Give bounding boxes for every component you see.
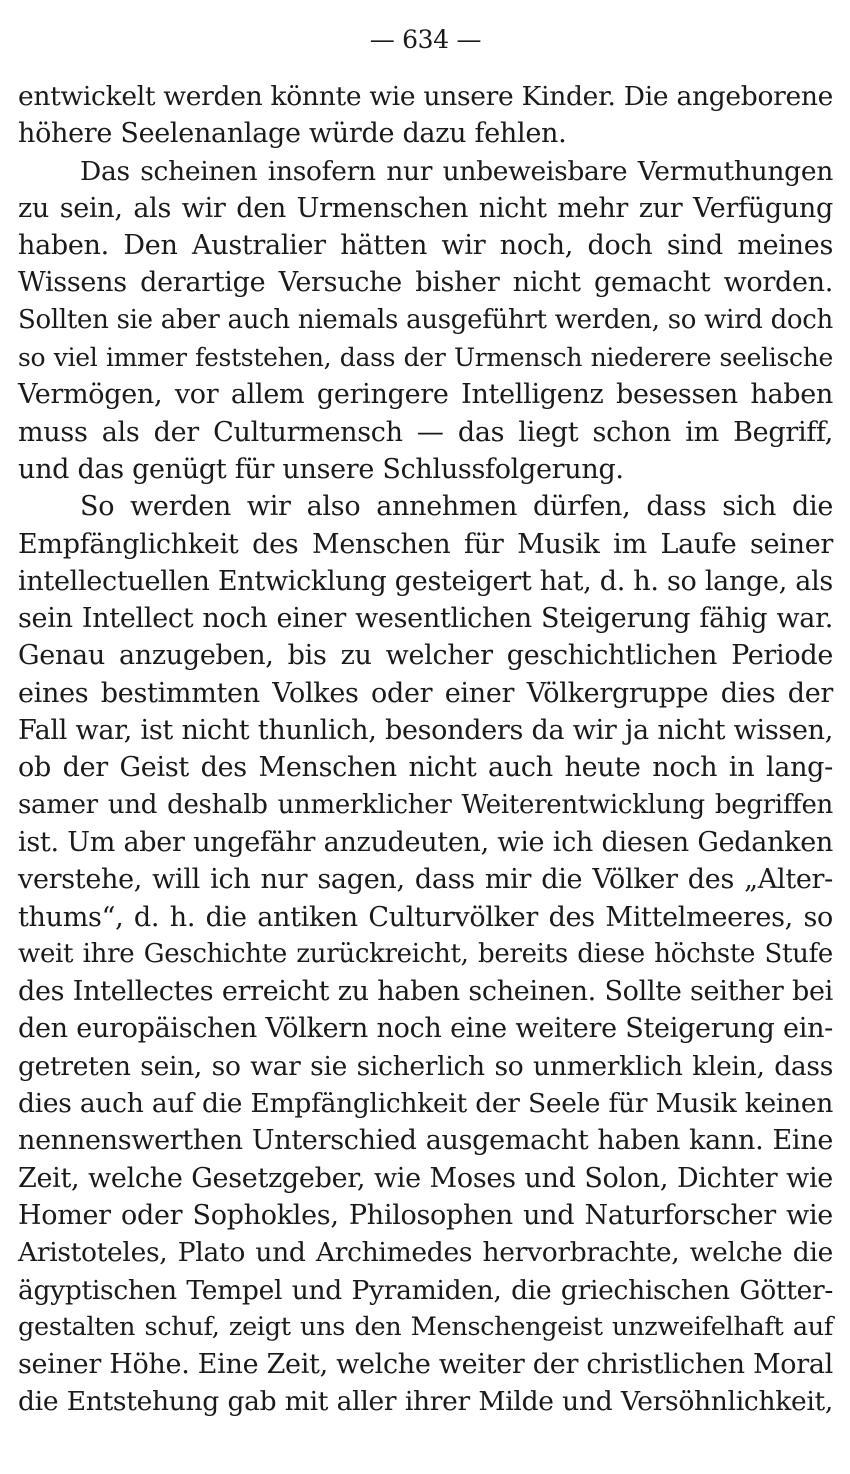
text-line: die Entstehung gab mit aller ihrer Milde und Versöhnlichkeit,: [18, 1386, 833, 1418]
book-page: [18, 22, 833, 1421]
text-line: samer und deshalb unmerklicher Weiterentwicklung begriffen: [18, 789, 833, 820]
text-line: muss als der Culturmensch — das liegt schon im Begriff,: [18, 416, 833, 448]
text-line: Vermögen, vor allem geringere Intelligenz besessen haben: [18, 379, 833, 411]
text-line: haben. Den Australier hätten wir noch, doch sind meines: [18, 230, 833, 262]
text-line: Wissens derartige Versuche bisher nicht gemacht worden.: [18, 267, 833, 299]
text-line: ägyptischen Tempel und Pyramiden, die griechischen Götter-: [18, 1274, 833, 1306]
text-line: nennenswerthen Unterschied ausgemacht haben kann. Eine: [18, 1125, 833, 1157]
text-line: und das genügt für unsere Schlussfolgerung.: [18, 453, 624, 485]
text-line: Homer oder Sophokles, Philosophen und Naturforscher wie: [18, 1199, 833, 1231]
text-line: gestalten schuf, zeigt uns den Menschengeist unzweifelhaft auf: [18, 1311, 833, 1342]
text-line: Fall war, ist nicht thunlich, besonders da wir ja nicht wissen,: [18, 715, 833, 747]
text-line: so viel immer feststehen, dass der Urmensch niederere seelische: [18, 343, 833, 373]
text-line: sein Intellect noch einer wesentlichen Steigerung fähig war.: [18, 603, 833, 635]
body-text: [18, 78, 833, 1421]
text-line: Das scheinen insofern nur unbeweisbare Vermuthungen: [80, 155, 833, 187]
text-line: Genau anzugeben, bis zu welcher geschichtlichen Periode: [18, 640, 833, 672]
text-line: entwickelt werden könnte wie unsere Kinder. Die angeborene: [18, 81, 833, 112]
text-line: Aristoteles, Plato und Archimedes hervorbrachte, welche die: [18, 1237, 833, 1269]
text-line: Empfänglichkeit des Menschen für Musik im Laufe seiner: [18, 528, 833, 560]
text-line: So werden wir also annehmen dürfen, dass sich die: [80, 491, 833, 523]
text-line: seiner Höhe. Eine Zeit, welche weiter der christlichen Moral: [18, 1349, 833, 1381]
page-number: — 634 —: [369, 25, 482, 54]
text-line: eines bestimmten Volkes oder einer Völkergruppe dies der: [18, 677, 833, 709]
text-line: ist. Um aber ungefähr anzudeuten, wie ich diesen Gedanken: [18, 826, 833, 858]
text-line: des Intellectes erreicht zu haben scheinen. Sollte seither bei: [18, 976, 833, 1008]
text-line: intellectuellen Entwicklung gesteigert hat, d. h. so lange, als: [18, 565, 833, 597]
text-line: getreten sein, so war sie sicherlich so unmerklich klein, dass: [18, 1050, 833, 1082]
text-line: den europäischen Völkern noch eine weitere Steigerung ein-: [18, 1013, 833, 1045]
text-line: weit ihre Geschichte zurückreicht, bereits diese höchste Stufe: [18, 938, 833, 969]
text-line: Zeit, welche Gesetzgeber, wie Moses und Solon, Dichter wie: [18, 1162, 833, 1194]
text-line: verstehe, will ich nur sagen, dass mir die Völker des „Alter-: [18, 864, 833, 896]
text-line: Sollten sie aber auch niemals ausgeführt werden, so wird doch: [18, 304, 833, 335]
text-line: dies auch auf die Empfänglichkeit der Seele für Musik keinen: [18, 1088, 833, 1120]
text-line: zu sein, als wir den Urmenschen nicht mehr zur Verfügung: [18, 192, 833, 224]
text-line: ob der Geist des Menschen nicht auch heute noch in lang-: [18, 752, 833, 784]
text-line: höhere Seelenanlage würde dazu fehlen.: [18, 118, 567, 150]
text-line: thums“, d. h. die antiken Culturvölker des Mittelmeeres, so: [18, 901, 833, 933]
